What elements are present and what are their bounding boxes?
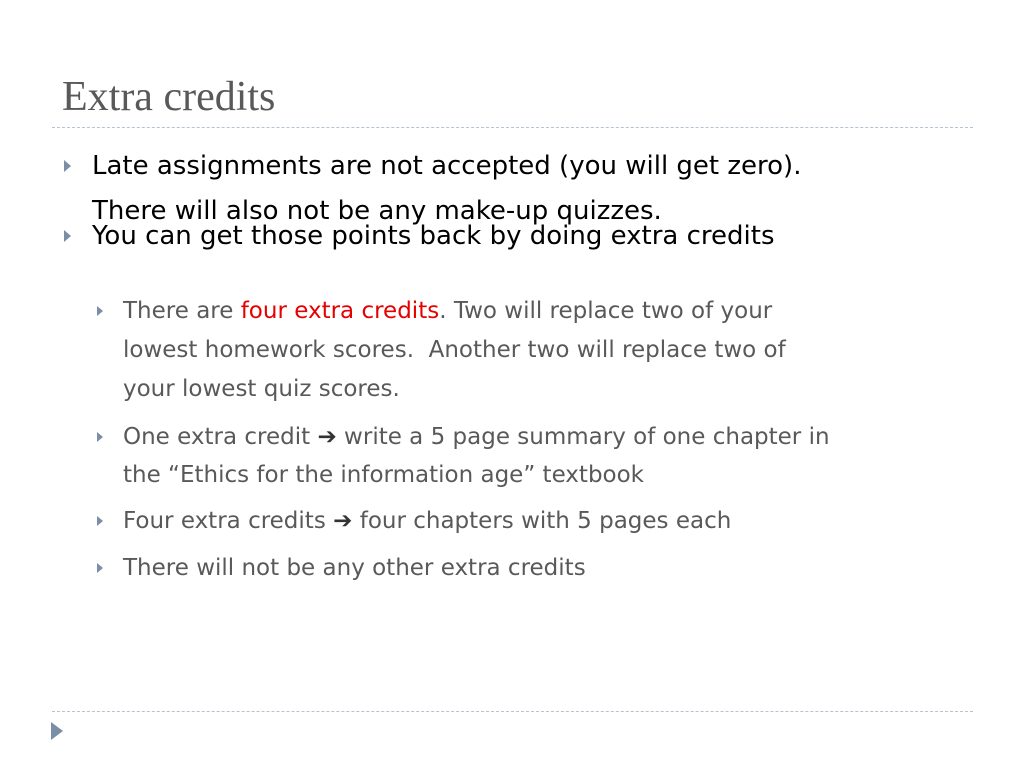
bullet-text-line: You can get those points back by doing extra credits: [92, 221, 775, 251]
bullet-arrow-icon: [97, 516, 103, 526]
title-divider: [52, 127, 973, 128]
right-arrow-icon: ➔: [317, 424, 337, 450]
bullet-arrow-icon: [97, 563, 103, 573]
bullet-text-line: There will also not be any make-up quizzes.: [92, 196, 662, 226]
bullet-arrow-icon: [97, 432, 103, 442]
sub-bullet-text-line: lowest homework scores. Another two will replace two of: [123, 337, 786, 363]
text-segment: write a 5 page summary of one chapter in: [336, 424, 830, 450]
highlight-text: four extra credits: [240, 298, 440, 324]
slide-title: Extra credits: [62, 74, 276, 120]
footer-divider: [52, 711, 973, 712]
bullet-text-line: Late assignments are not accepted (you will get zero).: [92, 151, 802, 181]
bullet-arrow-icon: [64, 230, 71, 242]
next-slide-icon[interactable]: [51, 722, 63, 740]
text-segment: four chapters with 5 pages each: [352, 508, 732, 534]
sub-bullet-text-line: [123, 292, 772, 330]
bullet-arrow-icon: [64, 160, 71, 172]
sub-bullet-text-line: [123, 418, 830, 456]
sub-bullet-text-line: [123, 502, 731, 540]
right-arrow-icon: ➔: [333, 508, 353, 534]
sub-bullet-text-line: your lowest quiz scores.: [123, 376, 400, 402]
text-segment: Four extra credits: [123, 508, 334, 534]
text-segment: There are: [123, 298, 241, 324]
text-segment: . Two will replace two of your: [439, 298, 773, 324]
text-segment: One extra credit: [123, 424, 318, 450]
bullet-arrow-icon: [97, 306, 103, 316]
sub-bullet-text-line: the “Ethics for the information age” textbook: [123, 462, 645, 488]
sub-bullet-text-line: There will not be any other extra credits: [123, 555, 586, 581]
